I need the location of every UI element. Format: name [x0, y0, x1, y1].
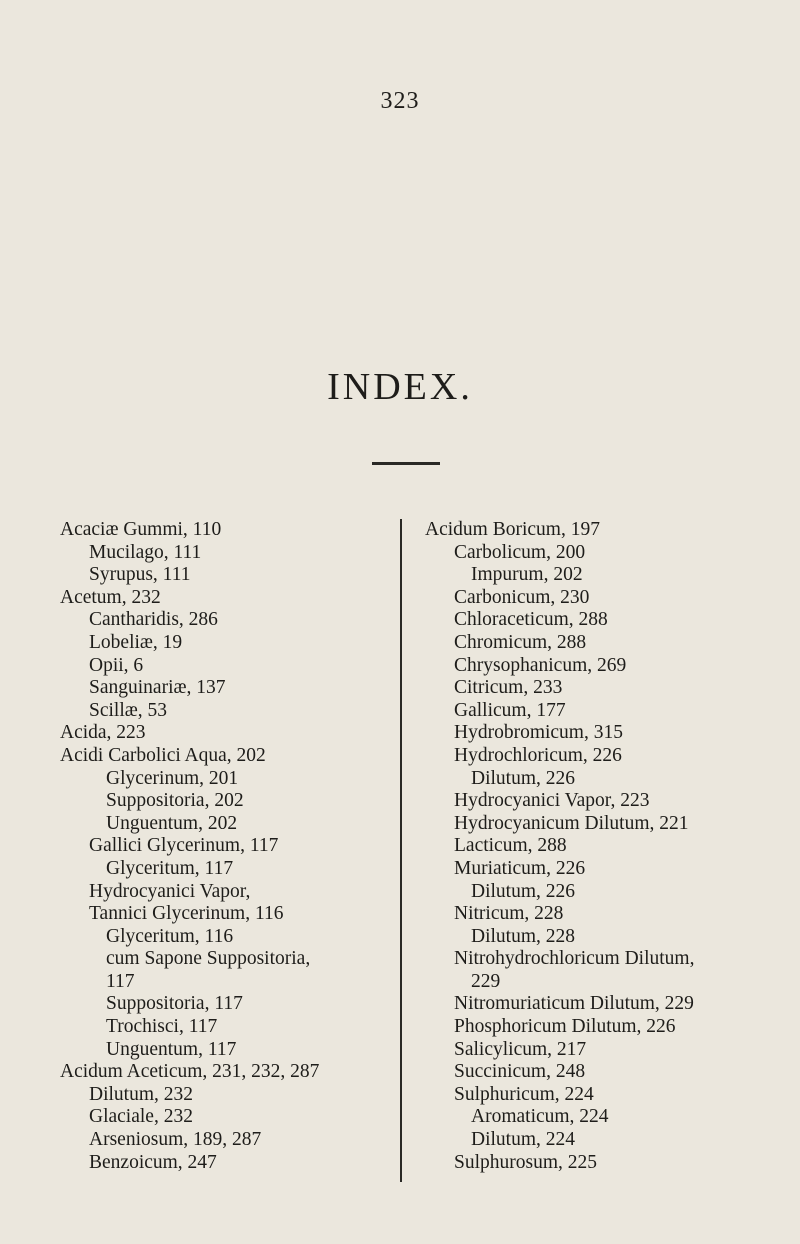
- index-entry: Tannici Glycerinum, 116: [89, 903, 284, 925]
- index-entry: Acidum Aceticum, 231, 232, 287: [60, 1061, 320, 1083]
- index-entry: Scillæ, 53: [89, 699, 168, 721]
- index-entry: 117: [106, 970, 135, 992]
- index-entry: Impurum, 202: [471, 564, 583, 586]
- index-entry: Phosphoricum Dilutum, 226: [454, 1016, 676, 1038]
- index-entry: Chloraceticum, 288: [454, 609, 608, 631]
- index-title: INDEX.: [327, 366, 473, 408]
- index-entry: Hydrocyanicum Dilutum, 221: [454, 812, 689, 834]
- index-entry: Unguentum, 202: [106, 812, 238, 834]
- index-entry: Dilutum, 226: [471, 880, 576, 902]
- index-entry: Cantharidis, 286: [89, 609, 218, 631]
- title-rule: [372, 462, 440, 465]
- index-entry: Hydrocyanici Vapor, 223: [454, 790, 650, 812]
- index-entry: Gallici Glycerinum, 117: [89, 835, 279, 857]
- index-entry: Opii, 6: [89, 654, 144, 676]
- index-entry: Acidum Boricum, 197: [425, 519, 600, 540]
- index-entry: Acetum, 232: [60, 586, 161, 608]
- index-entry: Trochisci, 117: [106, 1016, 218, 1038]
- index-entry: Carbonicum, 230: [454, 586, 590, 608]
- column-divider: [400, 519, 402, 1182]
- index-entry: Suppositoria, 117: [106, 993, 243, 1015]
- index-entry: Lobeliæ, 19: [89, 631, 183, 653]
- index-entry: Glycerinum, 201: [106, 767, 239, 789]
- index-entry: Arseniosum, 189, 287: [89, 1129, 262, 1151]
- index-entry: Dilutum, 228: [471, 925, 576, 947]
- index-entry: Unguentum, 117: [106, 1038, 237, 1060]
- index-entry: Nitricum, 228: [454, 903, 564, 925]
- index-entry: Aromaticum, 224: [471, 1106, 609, 1128]
- index-entry: Dilutum, 226: [471, 767, 576, 789]
- page-number: 323: [380, 88, 420, 114]
- index-entry: Nitrohydrochloricum Dilutum,: [454, 948, 695, 970]
- index-entry: cum Sapone Suppositoria,: [106, 948, 311, 970]
- index-entry: Sulphuricum, 224: [454, 1083, 594, 1105]
- index-entry: Salicylicum, 217: [454, 1038, 587, 1060]
- index-column-right: [425, 519, 795, 1174]
- index-column-left: [60, 519, 395, 1174]
- index-entry: Dilutum, 224: [471, 1129, 576, 1151]
- index-entry: Carbolicum, 200: [454, 541, 586, 563]
- index-entry: Nitromuriaticum Dilutum, 229: [454, 993, 694, 1015]
- index-entry: Dilutum, 232: [89, 1083, 194, 1105]
- index-entry: Glaciale, 232: [89, 1106, 193, 1128]
- index-entry: Acidi Carbolici Aqua, 202: [60, 744, 266, 766]
- index-entry: Hydrocyanici Vapor,: [89, 880, 251, 902]
- index-entry: Chromicum, 288: [454, 631, 587, 653]
- index-entry: Sulphurosum, 225: [454, 1151, 598, 1173]
- index-entry: Succinicum, 248: [454, 1061, 586, 1083]
- index-entry: Glyceritum, 116: [106, 925, 234, 947]
- index-entry: Glyceritum, 117: [106, 857, 234, 879]
- index-entry: 229: [471, 970, 501, 992]
- index-entry: Acaciæ Gummi, 110: [60, 519, 222, 540]
- index-entry: Muriaticum, 226: [454, 857, 586, 879]
- index-entry: Chrysophanicum, 269: [454, 654, 627, 676]
- index-entry: Hydrobromicum, 315: [454, 722, 623, 744]
- index-entry: Acida, 223: [60, 722, 146, 744]
- index-entry: Sanguinariæ, 137: [89, 677, 226, 699]
- index-entry: Lacticum, 288: [454, 835, 567, 857]
- index-entry: Syrupus, 111: [89, 564, 191, 586]
- index-entry: Mucilago, 111: [89, 541, 202, 563]
- index-entry: Gallicum, 177: [454, 699, 566, 721]
- index-entry: Benzoicum, 247: [89, 1151, 217, 1173]
- index-entry: Hydrochloricum, 226: [454, 744, 622, 766]
- index-entry: Suppositoria, 202: [106, 790, 244, 812]
- index-entry: Citricum, 233: [454, 677, 563, 699]
